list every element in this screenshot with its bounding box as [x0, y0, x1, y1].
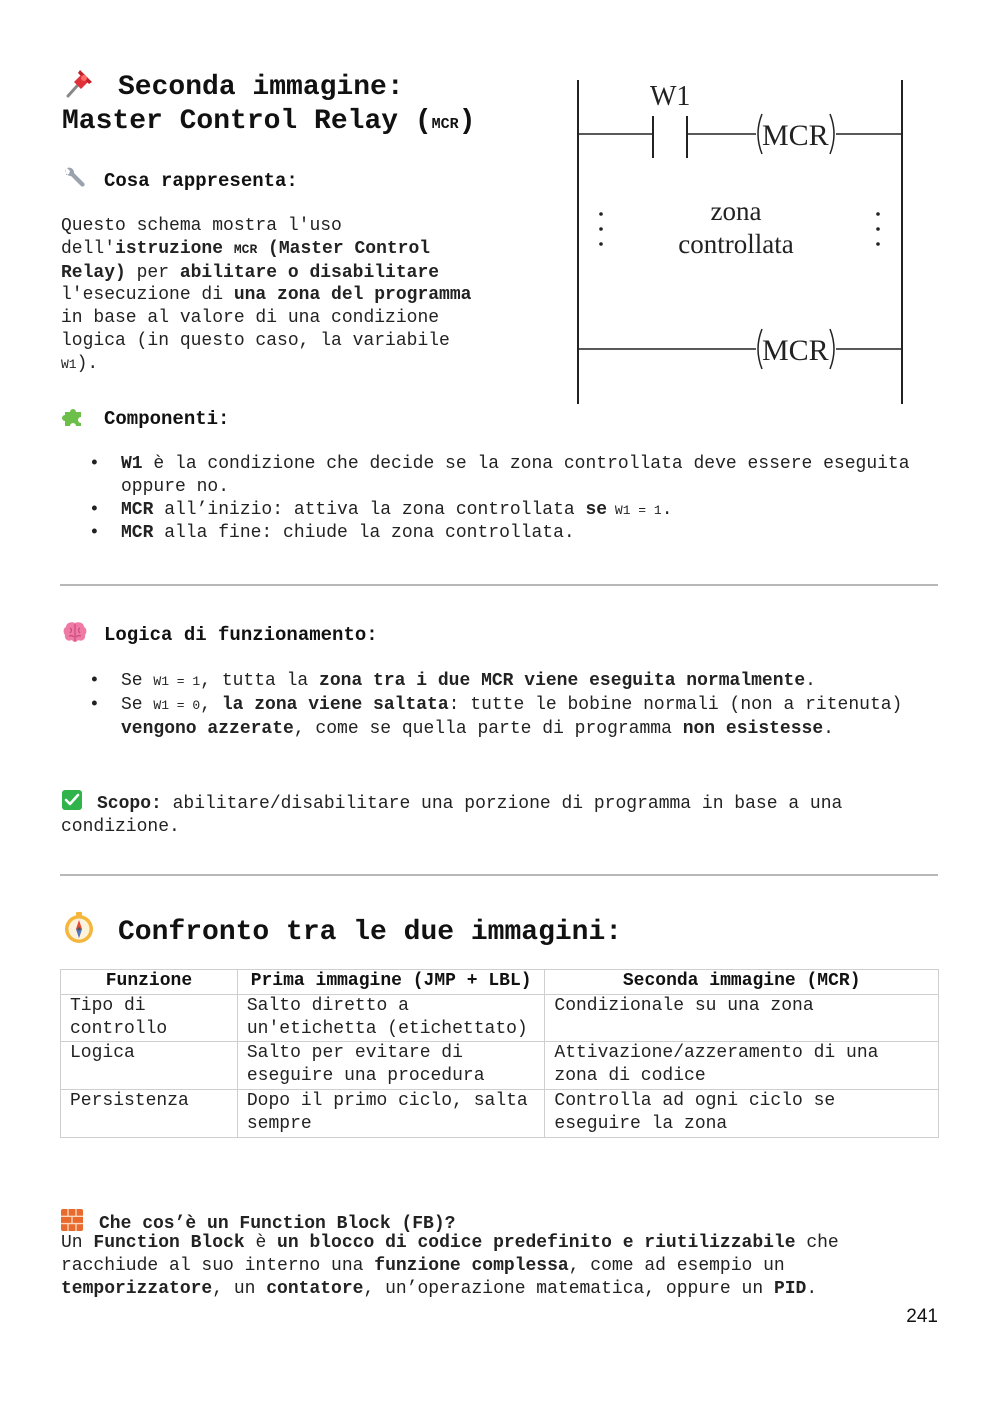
coil-top-right [830, 114, 834, 154]
item-text: alla fine: chiude la zona controllata. [153, 523, 575, 544]
componenti-heading-text: Componenti: [104, 408, 230, 430]
wrench-icon [62, 166, 86, 190]
cosa-line-7b: ). [76, 353, 99, 374]
table-cell: Dopo il primo ciclo, salta sempre [237, 1089, 545, 1137]
logica-list [61, 670, 921, 740]
cosa-line-7a: W1 [61, 356, 77, 372]
fb-bold: contatore [266, 1278, 364, 1299]
table-row [61, 1042, 939, 1090]
zone-label-1: zona [710, 196, 762, 226]
fb-text: Un [61, 1233, 94, 1253]
cosa-line-2a: dell' [61, 238, 116, 259]
title-abbr: MCR [431, 116, 459, 133]
cosa-line-2b: istruzione [115, 238, 234, 259]
cosa-line-6: logica (in questo caso, la variabile [61, 330, 450, 351]
title-line-2: Master Control Relay ( [62, 106, 432, 137]
scopo-text: abilitare/disabilitare una porzione di programma in base a una condizione. [61, 794, 843, 837]
item-code: W1 = 1 [153, 674, 201, 689]
componenti-list [61, 453, 921, 545]
table-row [61, 1089, 939, 1137]
bricks-icon [61, 1209, 83, 1231]
left-dots [599, 212, 603, 246]
page-number: 241 [906, 1306, 938, 1327]
list-item [61, 694, 921, 741]
table-header-row [61, 970, 939, 995]
coil-bottom-right [830, 329, 834, 369]
cosa-line-2d: (Master Control [257, 238, 431, 259]
logica-heading [62, 620, 378, 647]
compass-icon [62, 911, 96, 945]
pushpin-icon [62, 66, 96, 100]
divider [60, 584, 938, 586]
table-cell: Tipo di controllo [61, 994, 238, 1042]
coil-top-label: MCR [762, 119, 829, 152]
item-end: . [805, 671, 816, 691]
item-text: all’inizio: attiva la zona controllata [153, 499, 586, 520]
cosa-line-4a: l'esecuzione di [61, 285, 234, 306]
list-item [61, 453, 921, 499]
fb-heading-text: Che cos’è un Function Block (FB)? [99, 1214, 456, 1234]
fb-bold: un blocco di codice predefinito e riutilizzabile [277, 1233, 796, 1253]
fb-text: , come ad esempio un [568, 1255, 785, 1276]
table-header-cell: Seconda immagine (MCR) [545, 970, 939, 995]
fb-bold: funzione complessa [374, 1255, 569, 1276]
table-cell: Salto per evitare di eseguire una procedura [237, 1042, 545, 1090]
list-item [61, 499, 921, 523]
scopo-paragraph [61, 789, 941, 839]
fb-bold: temporizzatore [61, 1278, 213, 1299]
item-end: . [661, 499, 673, 520]
title-line-1: Seconda immagine: [118, 72, 404, 103]
fb-text: . [806, 1278, 818, 1299]
cosa-line-3c: abilitare o disabilitare [179, 262, 440, 283]
table-cell: Salto diretto a un'etichetta (etichettato) [237, 994, 545, 1042]
table-cell: Logica [61, 1042, 238, 1090]
table-header-cell: Funzione [61, 970, 238, 995]
item-bold: MCR [121, 499, 154, 520]
table-cell: Condizionale su una zona [545, 994, 939, 1042]
item-bold-2: vengono azzerate [121, 718, 294, 739]
item-bold: W1 [121, 454, 143, 474]
item-text-3: : tutte le bobine normali (non a ritenuta) [448, 694, 903, 715]
fb-bold: PID [773, 1278, 807, 1299]
item-code: W1 = 1 [607, 502, 662, 518]
item-bold: MCR [121, 523, 154, 544]
table-header-cell: Prima immagine (JMP + LBL) [237, 970, 545, 995]
check-icon [61, 789, 83, 811]
item-text-2: , [200, 694, 222, 715]
item-text: è la condizione che decide se la zona controllata deve essere eseguita oppure no. [121, 454, 910, 497]
fb-text: , un’operazione matematica, oppure un [363, 1278, 774, 1299]
comparison-table [60, 969, 939, 1138]
fb-paragraph [61, 1232, 941, 1300]
item-text: Se [121, 694, 154, 715]
fb-text: è [244, 1233, 278, 1253]
list-item [61, 522, 921, 545]
item-text: Se [121, 671, 154, 691]
cosa-line-2c: MCR [233, 241, 258, 257]
scopo-label: Scopo: [97, 794, 162, 814]
cosa-line-1: Questo schema mostra l'uso [61, 216, 342, 236]
item-bold: zona tra i due MCR viene eseguita normalmente [319, 671, 806, 691]
table-cell: Attivazione/azzeramento di una zona di codice [545, 1042, 939, 1090]
coil-bottom-label: MCR [762, 334, 829, 367]
item-bold: la zona viene saltata [221, 694, 449, 715]
fb-text: che racchiude al suo interno una [61, 1233, 839, 1276]
item-code: W1 = 0 [153, 697, 201, 713]
zone-label-2: controllata [678, 229, 794, 259]
fb-bold: Function Block [93, 1233, 245, 1253]
cosa-line-3b: per [125, 262, 180, 283]
divider [60, 874, 938, 876]
componenti-heading [62, 404, 229, 431]
list-item [61, 670, 921, 694]
cosa-line-3a: Relay) [61, 262, 126, 283]
cosa-heading-text: Cosa rappresenta: [104, 170, 298, 192]
right-dots [876, 212, 880, 246]
item-bold-2: se [585, 499, 608, 520]
title-close: ) [458, 106, 476, 137]
item-text-2: , tutta la [200, 671, 320, 691]
table-row [61, 994, 939, 1042]
item-text-4: , come se quella parte di programma [293, 718, 683, 739]
table-cell: Controlla ad ogni ciclo se eseguire la zona [545, 1089, 939, 1137]
brain-icon [62, 620, 86, 644]
fb-text: , un [212, 1278, 267, 1299]
cosa-paragraph [61, 215, 541, 377]
mcr-ladder-diagram [570, 72, 915, 407]
logica-heading-text: Logica di funzionamento: [104, 624, 378, 646]
confronto-heading [62, 911, 622, 950]
section-title [62, 66, 582, 142]
cosa-heading [62, 166, 298, 193]
contact-label: W1 [650, 81, 691, 112]
cosa-line-5: in base al valore di una condizione [61, 308, 440, 329]
confronto-heading-text: Confronto tra le due immagini: [118, 917, 623, 948]
item-end: . [823, 718, 834, 739]
puzzle-icon [62, 404, 86, 428]
table-cell: Persistenza [61, 1089, 238, 1137]
cosa-line-4b: una zona del programma [233, 285, 472, 306]
item-bold-3: non esistesse [682, 718, 824, 739]
